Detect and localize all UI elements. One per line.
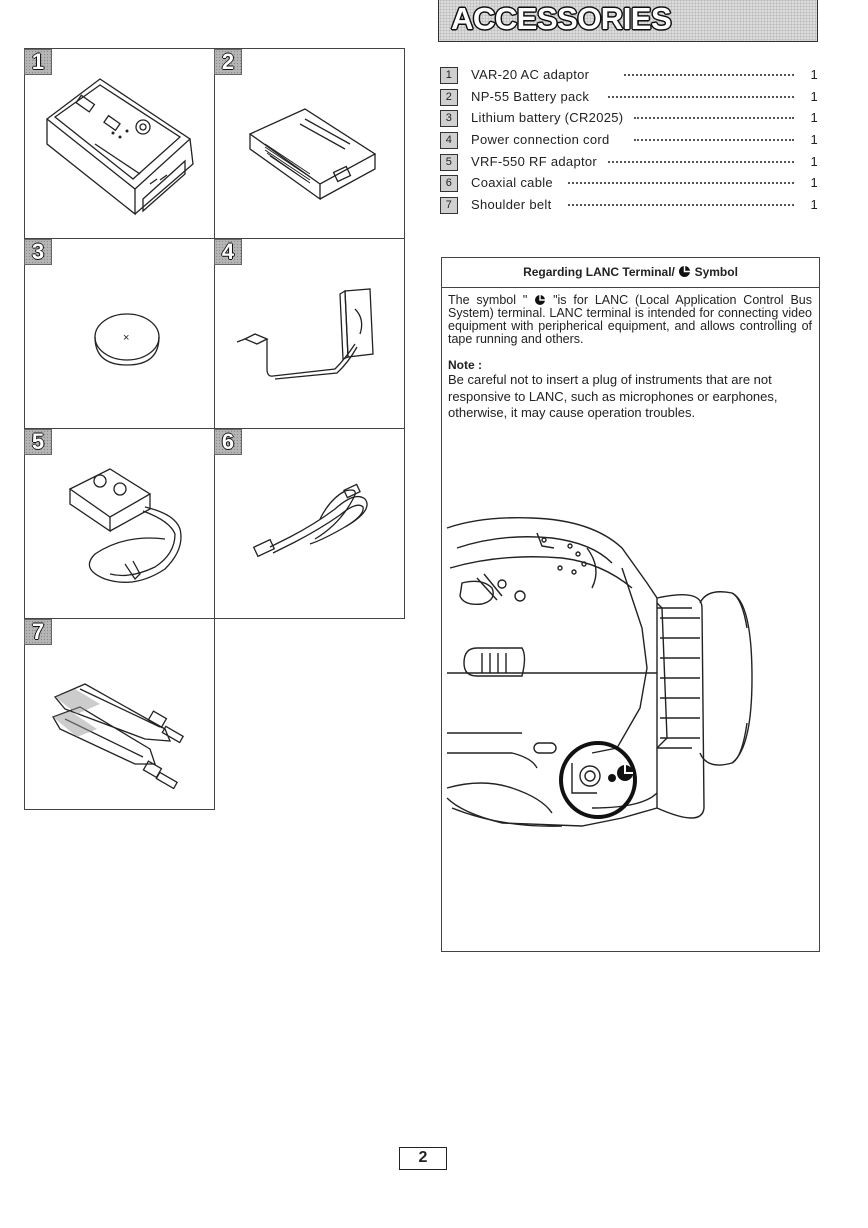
lanc-description	[448, 294, 812, 346]
note-label: Note :	[448, 358, 482, 372]
list-item	[440, 109, 820, 131]
badge-2: 2	[214, 49, 242, 75]
item-number: 3	[440, 110, 458, 127]
lanc-heading	[442, 258, 819, 288]
item-number: 4	[440, 132, 458, 149]
shoulder-belt-illustration	[25, 619, 216, 811]
power-cord-illustration	[215, 239, 406, 430]
coaxial-cable-illustration	[215, 429, 406, 620]
lanc-info-box	[441, 257, 820, 952]
illustration-cell-2	[214, 48, 405, 239]
badge-5: 5	[24, 429, 52, 455]
item-label: Lithium battery (CR2025)	[471, 110, 624, 126]
illustration-cell-5	[24, 428, 215, 619]
illustration-cell-4	[214, 238, 405, 429]
item-number: 2	[440, 89, 458, 106]
item-quantity: 1	[810, 132, 818, 148]
item-quantity: 1	[810, 197, 818, 213]
leader-dots	[568, 204, 794, 206]
leader-dots	[608, 161, 794, 163]
leader-dots	[634, 139, 794, 141]
item-number: 6	[440, 175, 458, 192]
item-label: Coaxial cable	[471, 175, 553, 191]
accessory-illustration-grid	[24, 48, 405, 810]
badge-4: 4	[214, 239, 242, 265]
list-item	[440, 196, 820, 218]
leader-dots	[634, 117, 794, 119]
item-quantity: 1	[810, 88, 818, 104]
item-label: NP-55 Battery pack	[471, 88, 590, 104]
list-item	[440, 174, 820, 196]
item-label: VRF-550 RF adaptor	[471, 153, 598, 169]
note-text: Be careful not to insert a plug of instruments that are not responsive to LANC, such as microphones or earphones, otherwise, it may cause operation troubles.	[448, 372, 778, 420]
item-number: 1	[440, 67, 458, 84]
item-number: 5	[440, 154, 458, 171]
ac-adaptor-illustration	[25, 49, 216, 240]
camcorder-lanc-terminal-illustration	[442, 508, 819, 948]
illustration-cell-1	[24, 48, 215, 239]
lithium-battery-illustration	[25, 239, 216, 430]
item-label: Power connection cord	[471, 132, 610, 148]
illustration-cell-7	[24, 618, 215, 810]
accessory-list	[440, 66, 820, 218]
lanc-symbol-icon	[534, 294, 546, 306]
item-quantity: 1	[810, 67, 818, 82]
list-item	[440, 66, 820, 88]
lanc-symbol-icon	[678, 265, 691, 278]
illustration-cell-6	[214, 428, 405, 619]
svg-text:×: ×	[123, 332, 130, 344]
list-item	[440, 88, 820, 110]
list-item	[440, 153, 820, 175]
leader-dots	[568, 182, 794, 184]
badge-7: 7	[24, 619, 52, 645]
leader-dots	[608, 96, 794, 98]
lanc-heading-prefix: Regarding LANC Terminal/	[523, 265, 675, 279]
item-quantity: 1	[810, 175, 818, 191]
page-title: ACCESSORIES	[451, 1, 672, 36]
rf-adaptor-illustration	[25, 429, 216, 620]
item-label: Shoulder belt	[471, 197, 552, 213]
leader-dots	[624, 74, 794, 76]
lanc-body	[442, 288, 819, 422]
lanc-heading-suffix: Symbol	[694, 265, 738, 279]
item-label: VAR-20 AC adaptor	[471, 67, 590, 82]
badge-3: 3	[24, 239, 52, 265]
list-item	[440, 131, 820, 153]
battery-pack-illustration	[215, 49, 406, 240]
badge-6: 6	[214, 429, 242, 455]
item-quantity: 1	[810, 110, 818, 126]
lanc-description-suffix: "is for LANC (Local Application Control Bus System) terminal. LANC terminal is intended for connecting video equipment with peripherical equipment, and allows controlling of tape running and others.	[448, 293, 812, 346]
item-number: 7	[440, 197, 458, 214]
badge-1: 1	[24, 49, 52, 75]
item-quantity: 1	[810, 153, 818, 169]
page-number: 2	[399, 1147, 447, 1170]
lanc-description-prefix: The symbol "	[448, 293, 528, 307]
illustration-cell-3	[24, 238, 215, 429]
title-banner	[438, 0, 818, 42]
